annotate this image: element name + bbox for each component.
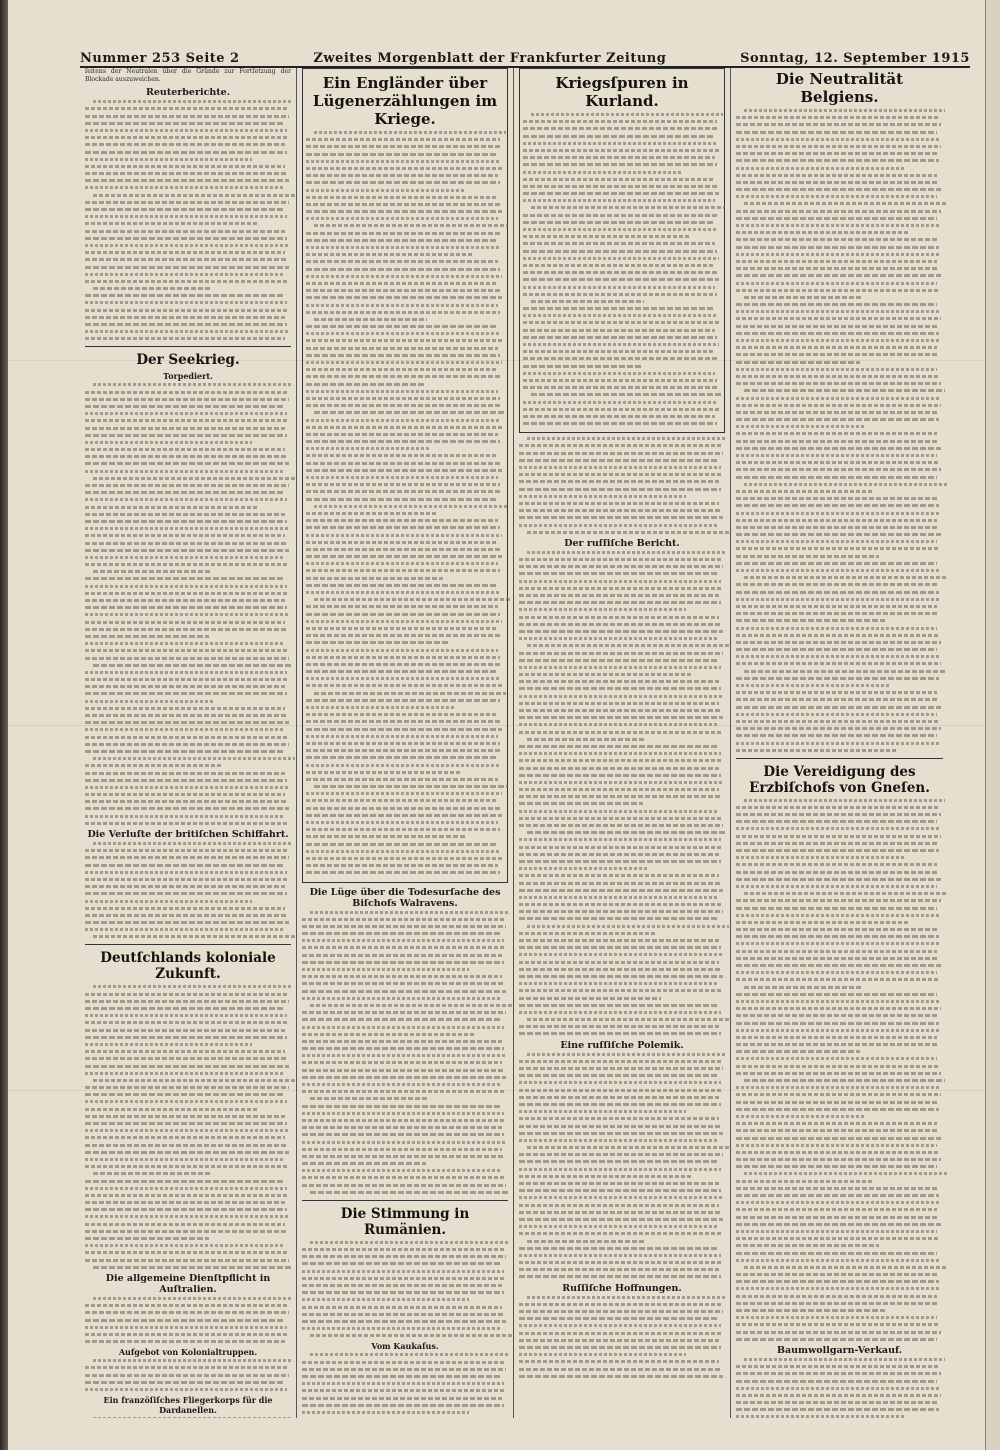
heading-reuterberichte: Reuterberichte. xyxy=(145,87,230,99)
body-text xyxy=(302,1353,508,1418)
adjacent-page-edge xyxy=(985,0,1000,1450)
heading-kaukasus: Vom Kaukaſus. xyxy=(371,1341,439,1352)
body-text xyxy=(302,911,508,1194)
header-issue-page: Nummer 253 Seite 2 xyxy=(80,51,240,66)
column-1 xyxy=(80,68,297,1418)
body-text xyxy=(85,985,291,1268)
heading-russischer-bericht: Der ruſſiſche Bericht. xyxy=(564,537,680,549)
body-text xyxy=(736,109,943,752)
col1-intro: ſeitens der Neutralen über die Gründe zur Fortſetzung der Blockade auszuweichen. xyxy=(85,68,291,83)
heading-walravens: Die Lüge über die Todesurſache des Biſchofs Walravens. xyxy=(309,886,501,909)
body-text xyxy=(85,1297,291,1343)
header-masthead: Zweites Morgenblatt der Frankfurter Zeitung xyxy=(313,51,667,66)
body-text xyxy=(85,383,291,824)
body-text xyxy=(85,1417,291,1418)
header-date: Sonntag, 12. September 1915 xyxy=(740,51,970,66)
heading-seekrieg: Der Seekrieg. xyxy=(85,346,291,368)
book-binding xyxy=(0,0,8,1450)
body-text xyxy=(736,799,943,1341)
heading-vereidigung-erzbischof: Die Vereidigung des Erzbiſchofs von Gneſen. xyxy=(736,758,943,796)
heading-verluste-schiffahrt: Die Verluſte der britiſchen Schiffahrt. xyxy=(87,829,289,840)
column-4 xyxy=(731,68,948,1418)
column-3 xyxy=(514,68,731,1418)
body-text xyxy=(302,1241,508,1337)
body-text xyxy=(306,131,504,874)
heading-neutralitaet-belgiens: Die Neutralität Belgiens. xyxy=(775,70,904,106)
page-header xyxy=(80,44,970,68)
heading-koloniale-zukunft: Deutſchlands koloniale Zukunft. xyxy=(85,944,291,982)
column-2 xyxy=(297,68,514,1418)
body-text xyxy=(519,1053,725,1279)
body-text xyxy=(85,100,291,340)
body-text xyxy=(85,1359,291,1391)
heading-russische-polemik: Eine ruſſiſche Polemik. xyxy=(560,1039,684,1051)
heading-kurland: Kriegsſpuren in Kurland. xyxy=(555,74,689,110)
body-text xyxy=(736,1358,943,1418)
article-columns xyxy=(80,68,948,1418)
body-text xyxy=(519,1296,725,1378)
heading-torpediert: Torpediert. xyxy=(163,371,213,382)
heading-fliegerkorps: Ein franzöſiſches Fliegerkorps für die Dardanellen. xyxy=(103,1395,273,1416)
heading-englaender-luegen: Ein Engländer über Lügenerzählungen im Kriege. xyxy=(312,74,498,128)
body-text xyxy=(523,113,721,425)
body-text xyxy=(519,437,725,533)
body-text xyxy=(519,551,725,1036)
body-text xyxy=(85,842,291,938)
heading-russische-hoffnungen: Ruſſiſche Hoffnungen. xyxy=(562,1282,682,1294)
boxed-article xyxy=(302,68,508,883)
heading-kolonialtruppen: Aufgebot von Kolonialtruppen. xyxy=(118,1347,258,1358)
heading-baumwollgarn: Baumwollgarn-Verkauf. xyxy=(776,1344,903,1356)
boxed-article xyxy=(519,68,725,433)
heading-dienstpflicht: Die allgemeine Dienſtpflicht in Auſtralien. xyxy=(105,1272,271,1295)
heading-rumaenien: Die Stimmung in Rumänien. xyxy=(302,1200,508,1238)
